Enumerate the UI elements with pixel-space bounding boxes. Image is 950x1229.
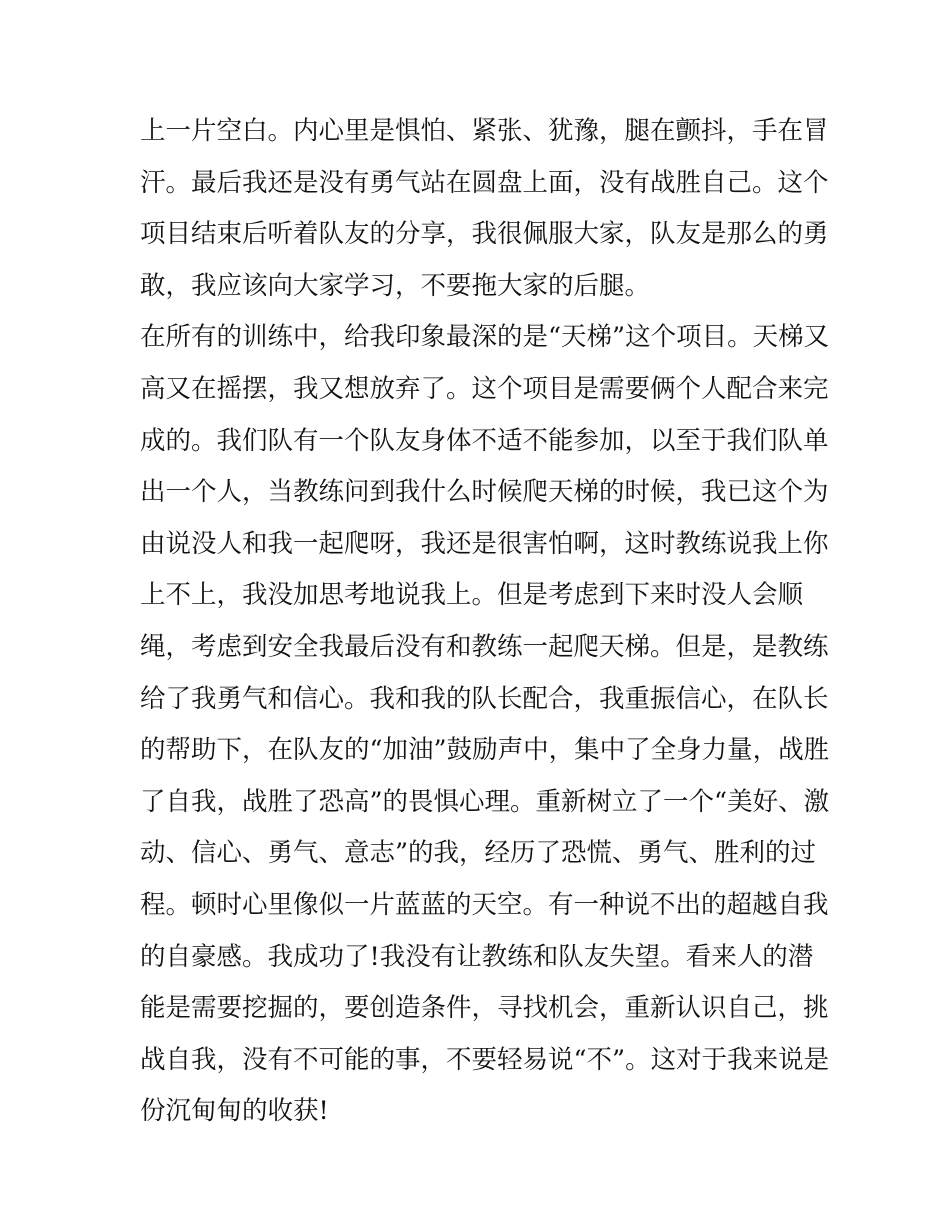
text-line: 项目结束后听着队友的分享，我很佩服大家，队友是那么的勇	[140, 219, 829, 250]
body-text	[140, 106, 830, 1138]
text-line: 在所有的训练中，给我印象最深的是“天梯”这个项目。天梯又	[140, 322, 830, 353]
text-line: 的帮助下，在队友的“加油”鼓励声中，集中了全身力量，战胜	[140, 735, 830, 766]
text-line: 程。顿时心里像似一片蓝蓝的天空。有一种说不出的超越自我	[140, 889, 829, 920]
text-line: 出一个人，当教练问到我什么时候爬天梯的时候，我已这个为	[140, 477, 829, 508]
text-line: 战自我，没有不可能的事，不要轻易说“不”。这对于我来说是	[140, 1044, 830, 1075]
text-line: 成的。我们队有一个队友身体不适不能参加，以至于我们队单	[140, 425, 829, 456]
text-line: 份沉甸甸的收获!	[140, 1096, 329, 1127]
text-line: 的自豪感。我成功了!我没有让教练和队友失望。看来人的潜	[140, 941, 814, 972]
text-line: 上一片空白。内心里是惧怕、紧张、犹豫，腿在颤抖，手在冒	[140, 116, 829, 146]
text-line: 动、信心、勇气、意志”的我，经历了恐慌、勇气、胜利的过	[140, 838, 817, 869]
text-line: 敢，我应该向大家学习，不要拖大家的后腿。	[140, 270, 651, 301]
text-line: 高又在摇摆，我又想放弃了。这个项目是需要俩个人配合来完	[140, 373, 829, 404]
text-line: 上不上，我没加思考地说我上。但是考虑到下来时没人会顺	[140, 580, 804, 611]
text-line: 绳，考虑到安全我最后没有和教练一起爬天梯。但是，是教练	[140, 631, 829, 662]
text-line: 汗。最后我还是没有勇气站在圆盘上面，没有战胜自己。这个	[140, 167, 829, 198]
text-line: 由说没人和我一起爬呀，我还是很害怕啊，这时教练说我上你	[140, 528, 829, 559]
text-line: 了自我，战胜了恐高”的畏惧心理。重新树立了一个“美好、激	[140, 786, 830, 817]
text-line: 能是需要挖掘的，要创造条件，寻找机会，重新认识自己，挑	[140, 993, 829, 1024]
text-line: 给了我勇气和信心。我和我的队长配合，我重振信心，在队长	[140, 683, 829, 714]
